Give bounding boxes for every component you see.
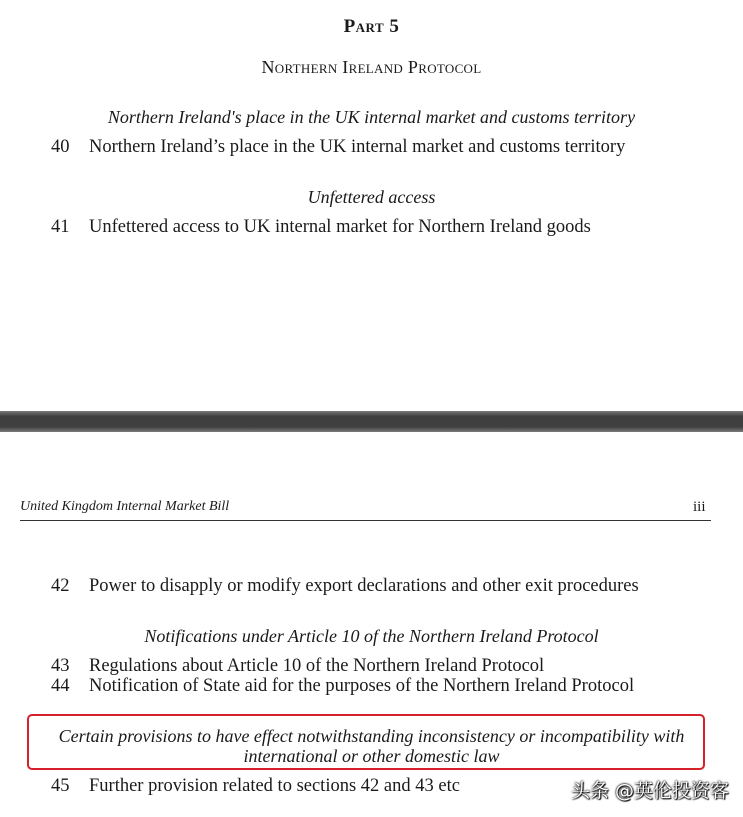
entry-text: Power to disapply or modify export declarations and other exit procedures [89, 576, 639, 596]
entry-number: 44 [51, 676, 70, 696]
part-title: Part 5 [343, 16, 400, 37]
entry-text: Notification of State aid for the purposes of the Northern Ireland Protocol [89, 676, 635, 696]
header-rule [20, 520, 711, 521]
entry-number: 42 [51, 576, 70, 596]
section-heading-unfettered-access: Unfettered access [307, 187, 436, 207]
highlighted-heading-line-1: Certain provisions to have effect notwithstanding inconsistency or incompatibility with [58, 726, 685, 746]
toc-entry-40 [51, 137, 625, 158]
section-heading-ni-place: Northern Ireland's place in the UK internal market and customs territory [107, 107, 636, 127]
entry-text: Unfettered access to UK internal market for Northern Ireland goods [89, 217, 591, 237]
watermark: 头条 @英伦投资客 [571, 780, 730, 802]
entry-text: Regulations about Article 10 of the Northern Ireland Protocol [89, 656, 545, 676]
entry-number: 41 [51, 217, 70, 237]
toc-entry-45 [51, 776, 460, 797]
toc-entry-41 [51, 217, 591, 238]
running-header-title: United Kingdom Internal Market Bill [20, 499, 230, 514]
page-number: iii [693, 499, 706, 515]
entry-number: 40 [51, 137, 70, 157]
part-subtitle: Northern Ireland Protocol [261, 57, 482, 77]
entry-number: 43 [51, 656, 70, 676]
entry-text: Further provision related to sections 42 and 43 etc [89, 776, 460, 796]
highlighted-heading-line-2: international or other domestic law [243, 746, 500, 766]
toc-entry-42 [51, 576, 639, 597]
toc-entry-43 [51, 656, 544, 677]
toc-entry-44 [51, 676, 634, 697]
entry-text: Northern Ireland’s place in the UK internal market and customs territory [89, 137, 626, 157]
section-heading-notifications: Notifications under Article 10 of the Northern Ireland Protocol [144, 626, 599, 646]
page-separator [0, 411, 743, 432]
entry-number: 45 [51, 776, 70, 796]
